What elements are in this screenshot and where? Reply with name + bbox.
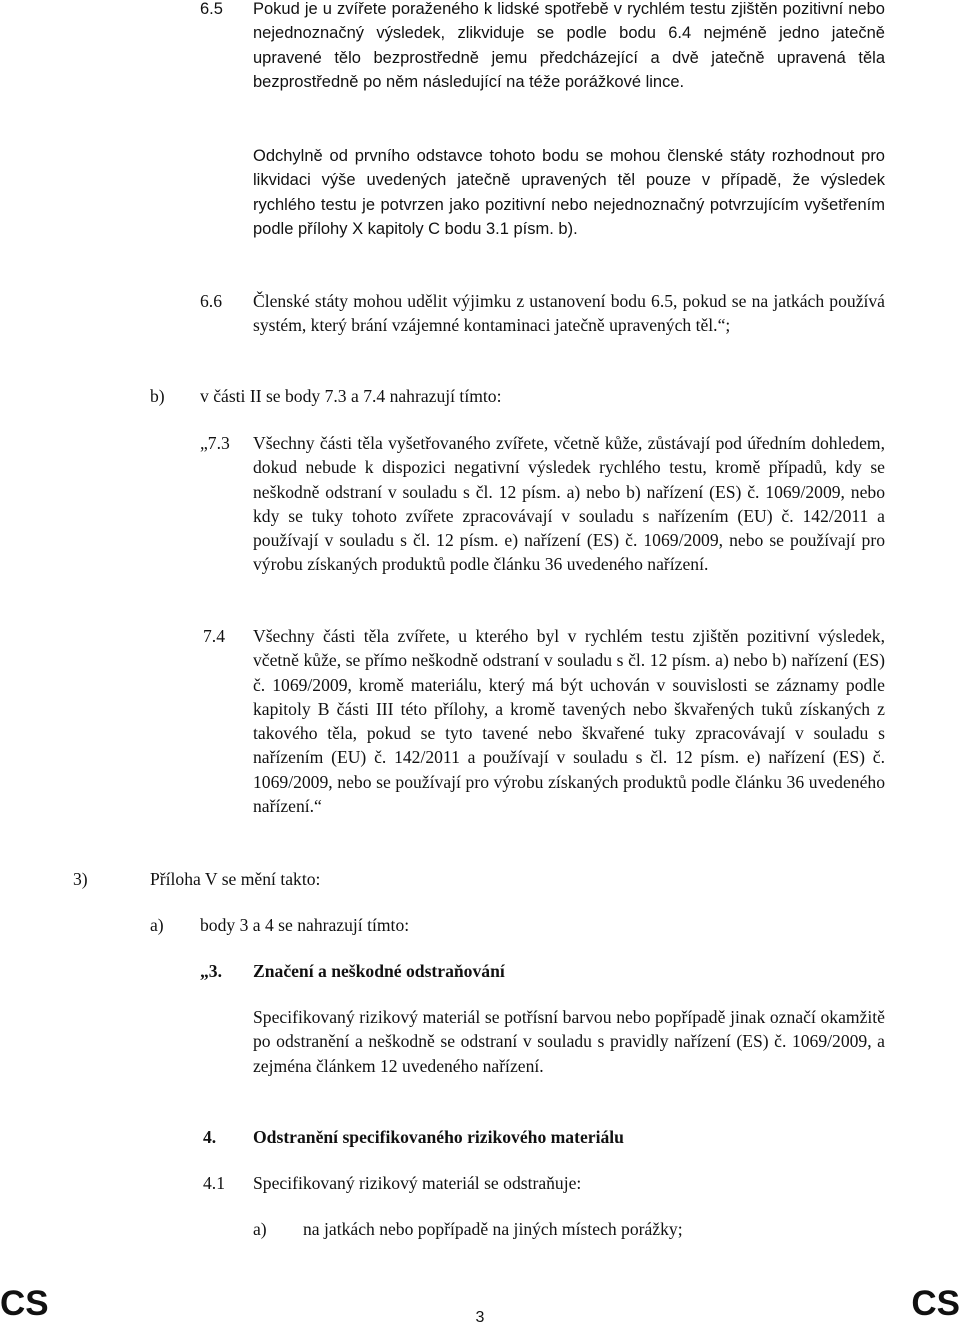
section-4-1-number: 4.1	[203, 1173, 225, 1193]
section-7-3-text: Všechny části těla vyšetřovaného zvířete, včetně kůže, zůstávají pod úředním dohledem, dokud nebude k dispozici negativní výsledek rychlého testu, kromě případů, kdy se neškodně odstraní v souladu s čl. 12 písm. a) nebo b) nařízení (ES) č. 1069/2009, nebo kdy se tuky tohoto zvířete zpracovávají v souladu s nařízením (EU) č. 142/2011 a používají v souladu s čl. 12 písm. e) nařízení (ES) č. 1069/2009, nebo se používají pro výrobu získaných produktů podle článku 36 uvedeného nařízení.	[253, 433, 885, 575]
item-3-text: Příloha V se mění takto:	[150, 869, 321, 889]
item-a-label: a)	[150, 915, 164, 935]
section-7-4-number: 7.4	[203, 626, 225, 646]
heading-4-title: Odstranění specifikovaného rizikového materiálu	[253, 1127, 624, 1147]
heading-3-title: Značení a neškodné odstraňování	[253, 961, 505, 981]
section-4-1-text: Specifikovaný rizikový materiál se odstraňuje:	[253, 1173, 582, 1193]
item-3-label: 3)	[73, 869, 88, 889]
sub-a-text: na jatkách nebo popřípadě na jiných místech porážky;	[303, 1219, 683, 1239]
item-a-text: body 3 a 4 se nahrazují tímto:	[200, 915, 410, 935]
section-7-3-number: „7.3	[200, 433, 230, 453]
sub-a-label: a)	[253, 1219, 267, 1239]
heading-3-number: „3.	[200, 961, 222, 981]
heading-4-number: 4.	[203, 1127, 217, 1147]
paragraph-3-text: Specifikovaný rizikový materiál se potřísní barvou nebo popřípadě jinak označí okamžitě po odstranění a neškodně se odstraní v souladu s pravidly nařízení (ES) č. 1069/2009, a zejména článkem 12 uvedeného nařízení.	[253, 1007, 885, 1076]
footer-language-left: CS	[0, 1284, 49, 1323]
footer-page-number: 3	[475, 1309, 485, 1326]
section-6-6-number: 6.6	[200, 291, 222, 311]
section-6-5-paragraph-2: Odchylně od prvního odstavce tohoto bodu se mohou členské státy rozhodnout pro likvidaci výše uvedených jatečně upravených těl pouze v případě, že výsledek rychlého testu je potvrzen jako pozitivní nebo nejednoznačný potvrzujícím vyšetřením podle přílohy X kapitoly C bodu 3.1 písm. b).	[253, 147, 885, 238]
item-b-label: b)	[150, 386, 165, 406]
section-6-5-text: Pokud je u zvířete poraženého k lidské spotřebě v rychlém testu zjištěn pozitivní nebo nejednoznačný výsledek, zlikviduje se podle bodu 6.4 nejméně jedno jatečně upravené tělo bezprostředně jemu předcházející a dvě jatečně upravená těla bezprostředně po něm následující na téže porážkové lince.	[253, 0, 885, 91]
section-7-4-text: Všechny části těla zvířete, u kterého byl v rychlém testu zjištěn pozitivní výsledek, včetně kůže, se přímo neškodně odstraní v souladu s čl. 12 písm. a) nebo b) nařízení (ES) č. 1069/2009, kromě materiálu, který má být uchován v souvislosti se záznamy podle kapitoly B části III této přílohy, a kromě tavených nebo škvařených tuků získaných z takového těla, pokud se tyto tavené nebo škvařené tuky zpracovávají v souladu s nařízením (EU) č. 142/2011 a používají v souladu s čl. 12 písm. e) nařízení (ES) č. 1069/2009, nebo se používají pro výrobu získaných produktů podle článku 36 uvedeného nařízení.“	[253, 626, 885, 817]
section-6-5-number: 6.5	[200, 0, 223, 18]
item-b-text: v části II se body 7.3 a 7.4 nahrazují tímto:	[200, 386, 502, 406]
footer-language-right: CS	[911, 1284, 960, 1323]
section-6-6-text: Členské státy mohou udělit výjimku z ustanovení bodu 6.5, pokud se na jatkách používá systém, který brání vzájemné kontaminaci jatečně upravených těl.“;	[253, 291, 885, 336]
